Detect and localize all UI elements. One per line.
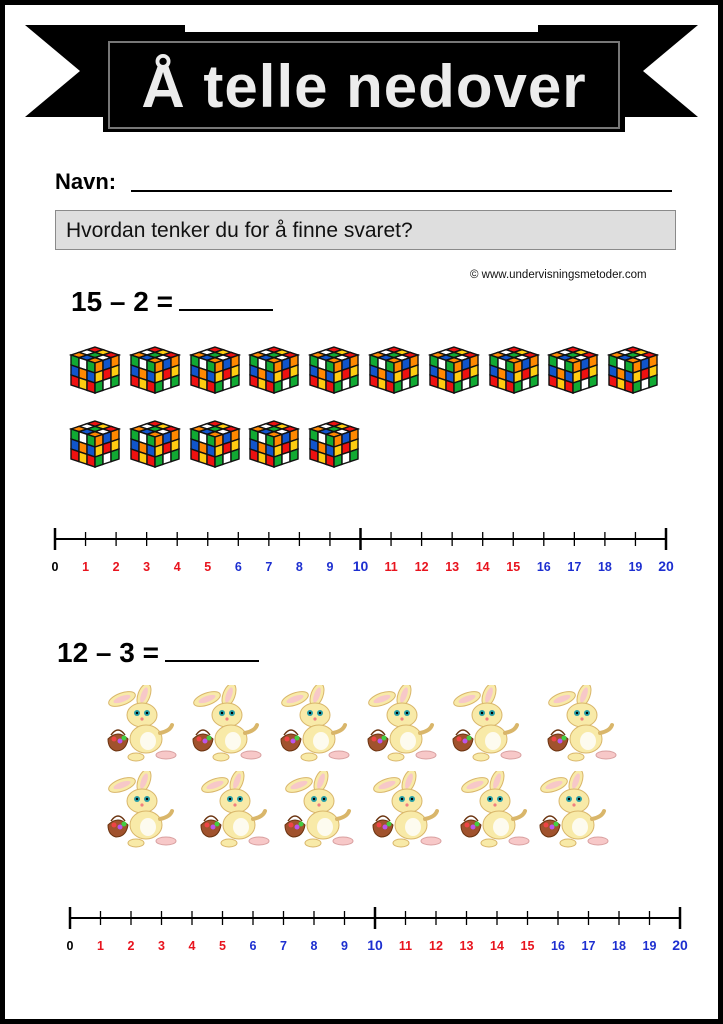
question-box	[55, 210, 676, 250]
problem-2-answer-blank[interactable]	[165, 660, 259, 662]
number-line-label: 4	[188, 939, 196, 953]
number-line-label: 19	[628, 560, 643, 574]
number-line-label: 11	[398, 939, 413, 953]
rubiks-cube-icon	[306, 341, 362, 397]
problem-2-equation	[57, 637, 259, 669]
problem-1-answer-blank[interactable]	[179, 309, 273, 311]
problem-2-text: 12 – 3 =	[57, 637, 159, 668]
bunny-with-basket-icon	[453, 771, 533, 851]
name-row	[55, 169, 675, 199]
bunny-with-basket-icon	[365, 771, 445, 851]
rubiks-cube-icon	[605, 341, 661, 397]
bunny-with-basket-icon	[185, 685, 265, 765]
page-title: Å telle nedover	[141, 52, 587, 120]
rubiks-cube-icon	[67, 341, 123, 397]
number-line-label: 6	[249, 939, 257, 953]
number-line-label: 20	[672, 937, 688, 953]
number-line-label: 20	[658, 558, 674, 574]
copyright-text: © www.undervisningsmetoder.com	[470, 269, 647, 281]
number-line-label: 11	[384, 560, 398, 574]
rubiks-cube-icon	[127, 341, 183, 397]
number-line-label: 1	[97, 939, 104, 953]
rubiks-cube-icon	[366, 341, 422, 397]
bunny-with-basket-icon	[532, 771, 612, 851]
number-line-label: 13	[459, 939, 474, 953]
number-line-label: 9	[326, 560, 334, 574]
number-line-1	[50, 519, 675, 579]
number-line-label: 15	[520, 939, 535, 953]
bunny-with-basket-icon	[277, 771, 357, 851]
number-line-label: 15	[506, 560, 521, 574]
number-line-label: 12	[429, 939, 443, 953]
number-line-label: 17	[567, 560, 582, 574]
bunny-with-basket-icon	[193, 771, 273, 851]
number-line-label: 13	[445, 560, 460, 574]
rubiks-cube-icon	[246, 341, 302, 397]
bunny-with-basket-icon	[100, 771, 180, 851]
number-line-label: 2	[112, 560, 120, 574]
rubiks-cube-icon	[246, 415, 302, 471]
number-line-label: 8	[295, 560, 303, 574]
number-line-label: 9	[341, 939, 348, 953]
number-line-label: 16	[536, 560, 551, 574]
number-line-label: 5	[219, 939, 226, 953]
number-line-label: 3	[143, 560, 151, 574]
number-line-label: 18	[612, 939, 626, 953]
rubiks-cube-icon	[486, 341, 542, 397]
rubiks-cube-icon	[187, 415, 243, 471]
number-line-label: 8	[310, 939, 318, 953]
number-line-label: 1	[82, 560, 90, 574]
question-text: Hvordan tenker du for å finne svaret?	[66, 219, 413, 242]
number-line-label: 14	[475, 560, 490, 574]
number-line-label: 6	[234, 560, 242, 574]
number-line-label: 0	[51, 560, 59, 574]
number-line-label: 16	[551, 939, 565, 953]
rubiks-cube-icon	[67, 415, 123, 471]
number-line-label: 18	[597, 560, 612, 574]
number-line-label: 7	[265, 560, 273, 574]
bunny-with-basket-icon	[360, 685, 440, 765]
rubiks-cube-icon	[127, 415, 183, 471]
name-label: Navn:	[55, 169, 117, 194]
number-line-label: 3	[158, 939, 165, 953]
worksheet-page	[5, 5, 718, 1019]
bunny-with-basket-icon	[100, 685, 180, 765]
rubiks-cube-icon	[187, 341, 243, 397]
number-line-label: 12	[414, 560, 429, 574]
number-line-label: 14	[490, 939, 504, 953]
bunny-with-basket-icon	[445, 685, 525, 765]
rubiks-cube-icon	[306, 415, 362, 471]
problem-1-equation	[71, 286, 273, 318]
rubiks-cube-icon	[545, 341, 601, 397]
rubiks-cube-icon	[426, 341, 482, 397]
number-line-label: 4	[173, 560, 181, 574]
number-line-label: 7	[280, 939, 287, 953]
number-line-label: 10	[352, 558, 369, 574]
number-line-label: 5	[204, 560, 212, 574]
problem-1-text: 15 – 2 =	[71, 286, 173, 317]
number-line-label: 10	[367, 937, 383, 953]
name-answer-line[interactable]	[131, 190, 672, 192]
number-line-label: 0	[66, 939, 74, 953]
number-line-2	[65, 898, 690, 958]
number-line-label: 19	[642, 939, 657, 953]
number-line-label: 17	[581, 939, 596, 953]
bunny-with-basket-icon	[540, 685, 620, 765]
number-line-label: 2	[127, 939, 135, 953]
bunny-with-basket-icon	[273, 685, 353, 765]
